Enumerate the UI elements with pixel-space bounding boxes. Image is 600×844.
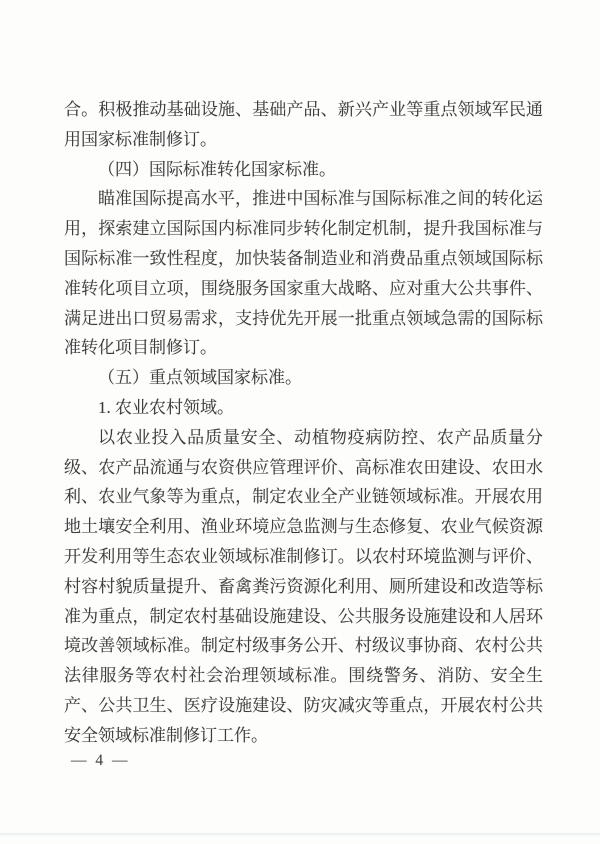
page-number: — 4 — [71,752,130,769]
section-heading-five: （五）重点领域国家标准。 [98,368,302,388]
scan-bottom-edge [0,833,600,837]
document-body [64,95,543,751]
paragraph-international-standards: 瞄准国际提高水平，推进中国标准与国际标准之间的转化运用，探索建立国际国内标准同步转化制定机制，提升我国标准与国际标准一致性程度，加快装备制造业和消费品重点领域国际标准转化项目立项，围绕服务国家重大战略、应对重大公共事件、满足进出口贸易需求，支持优先开展一批重点领域急需的国际标准转化项目制修订。 [64,189,543,358]
section-heading-four: （四）国际标准转化国家标准。 [98,159,336,179]
paragraph-continuation: 合。积极推动基础设施、基础产品、新兴产业等重点领域军民通用国家标准制修订。 [64,100,543,149]
paragraph-agriculture-rural: 以农业投入品质量安全、动植物疫病防控、农产品质量分级、农产品流通与农资供应管理评价、高标准农田建设、农田水利、农业气象等为重点，制定农业全产业链领域标准。开展农用地土壤安全利用、渔业环境应急监测与生态修复、农业气候资源开发利用等生态农业领域标准制修订。以农村环境监测与评价、村容村貌质量提升、畜禽粪污资源化利用、厕所建设和改造等标准为重点，制定农村基础设施建设、公共服务设施建设和人居环境改善领域标准。制定村级事务公开、村级议事协商、农村公共法律服务等农村社会治理领域标准。围绕警务、消防、安全生产、公共卫生、医疗设施建设、防灾减灾等重点，开展农村公共安全领域标准制修订工作。 [64,427,543,745]
subsection-heading-agriculture: 1. 农业农村领域。 [98,397,234,417]
